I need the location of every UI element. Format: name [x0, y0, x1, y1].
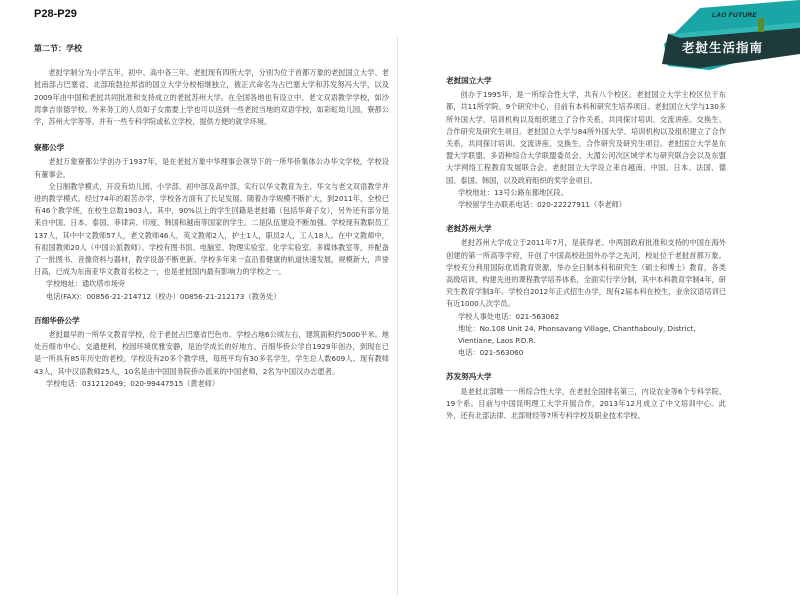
- school-name: 百细华侨公学: [34, 315, 80, 325]
- school-block-nuol: [446, 75, 726, 211]
- school-phone: 学校人事处电话：021-563062: [458, 311, 560, 321]
- school-paragraph: 老挝最早的一所华文教育学校，位于老挝占巴塞省巴色市。学校占地6公顷左右，建筑面积约5000平米。地处百细市中心，交通便利，校园环境优雅安静，是治学成长的好地方。百细华侨公学自1929年创办，到现在已是一所具有85年历史的老校。学校设有20多个教学班，每班平均有30多名学生，学生总人数609人。现有教师43人，其中汉语教师25人，10名是由中国国务院侨办派来的中国老师，2名为中国汉办志愿者。: [34, 330, 389, 376]
- school-paragraph: 老挝万象寮都公学创办于1937年，是在老挝万象中华理事会领导下的一所华侨集体公办华文学校，学校设有董事会。: [34, 157, 389, 179]
- column-divider: [397, 36, 398, 596]
- school-name: 老挝苏州大学: [446, 224, 492, 234]
- school-block-liaodu: [34, 142, 389, 303]
- school-address: 地址：No.108 Unit 24, Phonsavang Village, Chanthabouly, District, Vientiane, Laos P.D.R.: [458, 323, 696, 346]
- school-block-souphanouvong: [446, 371, 726, 422]
- brand-shape: [640, 0, 800, 70]
- section-title: 第二节：学校: [34, 44, 82, 53]
- school-paragraph: 创办于1995年，是一所综合性大学，共有八个校区。老挝国立大学主校区位于东都，共11所学院、9个研究中心，目前有本科和研究生培养项目。老挝国立大学与130多所外国大学、培训机构以及组织建立了合作关系，共同探讨培训、交流讲座、交换生、合作研究及研究生项目。老挝国立大学与84所外国大学、培训机构以及组织建立了合作关系，共同探讨培训、交流讲座、交换生、合作研究及研究生项目。老挝国立大学是东盟大学联盟、多语种综合大学联盟委员会、大湄公河次区域学术与研究联合会以及东盟大学网络工程教育发展联合会。老挝国立大学设立来自越南、中国、日本、法国、德国、泰国、韩国，以及政府组织的奖学金项目。: [446, 90, 726, 185]
- school-block-suzhou: [446, 223, 726, 359]
- school-phone: 学校留学生办联系电话：020-22227911（李老师）: [458, 200, 626, 210]
- school-paragraph: 老挝苏州大学成立于2011年7月，是获得老、中两国政府批准和支持的中国在海外创建的第一所高等学府，开创了中国高校赴国外办学之先河，校址位于老挝首都万象。学校充分利用国际优质教育资源，举办全日制本科和研究生（硕士和博士）教育，各类高级培训，构建先进的课程教学培养体系，全面实行学分制，其中本科教育学制4年，研究生教育学制3年。学校自2012年正式招生办学，现有2届本科在校生，业余汉语培训已有近1000人次学员。: [446, 238, 726, 309]
- intro-paragraph: 老挝学制分为小学五年，初中、高中各三年。老挝现有四所大学，分别为位于首都万象的老挝国立大学、老挝南部占巴塞省、北部琅勃拉邦省的国立大学分校相继独立，被正式命名为占巴塞大学和苏发努冯大学，以及2009年由中国和老挝共同批准和支持成立的老挝苏州大学。在全国各地也有设立中、老文双语教学学校，如沙湾拿吉崇德学校。外来务工的人员如子女需要上学也可以送到一些老挝当地的双语学校，如彩虹幼儿园，寮都公学，苏州大学等等。并有一些专科学院或私立学校，提供方便的就学环境。: [34, 68, 389, 127]
- school-paragraph: 全日制教学模式，开设有幼儿园、小学部、初中部及高中部，实行以华文教育为主、华文与老文双语教学并进的教学模式。经过74年的艰苦办学，学校各方面有了长足发展。随着办学规模不断扩大，到2011年，全校已有46个教学班，在校生总数1903人。其中，90%以上的学生回籍是老挝籍（包括华裔子女），另外还有部分是来自中国、日本、泰国、菲律宾、印度、韩国和越南等国家的学生。二是队伍建设不断加强。学校现有教职员工137人，其中中文教师57人，老文教师46人，英文教师2人，护士1人，职员2人，工人18人。在中文教师中，有祖国教师20人（中国公派教师）。学校有图书馆、电脑室、物理实验室、化学实验室、多媒体教室等，并配备了一批图书、音像资料与器材，教学设备不断更新。学校多年来一直沿着健康的轨道快速发展，规模新大，声誉日高，已成为东南亚华文教育名校之一，也是老挝国内最有影响力的学校之一。: [34, 181, 389, 277]
- school-address: 学校地址：13号公路东都地区段。: [458, 187, 568, 197]
- school-block-baixi: [34, 315, 389, 390]
- left-column: [34, 43, 389, 402]
- brand-accent-bar: [758, 18, 764, 32]
- page-number: P28-P29: [34, 8, 77, 20]
- school-paragraph: 是老挝北部唯一一所综合性大学，在老挝全国排名第三，内设农业等6个专科学院、19个系。目前与中国昆明理工大学开展合作，2013年12月成立了中文培训中心。此外，还有北部法律、北部财经等7所专科学校及职业技术学校。: [446, 386, 726, 421]
- school-name: 老挝国立大学: [446, 76, 492, 85]
- school-phone: 学校电话：031212049；020-99447515（黄老师）: [46, 378, 220, 388]
- right-column: [446, 75, 726, 434]
- school-address: 学校地址：通坎塔市场旁: [46, 279, 126, 289]
- school-phone: 电话(FAX)：00856-21-214712（校办）00856-21-212173（教务处）: [46, 291, 281, 301]
- brand-header: [640, 0, 800, 70]
- brand-cn-label: 老挝生活指南: [682, 40, 764, 55]
- school-name: 寮都公学: [34, 143, 65, 153]
- brand-en-label: LAO FUTURE: [712, 12, 757, 19]
- school-phone: 电话：021-563060: [458, 348, 524, 358]
- school-name: 苏发努冯大学: [446, 372, 492, 382]
